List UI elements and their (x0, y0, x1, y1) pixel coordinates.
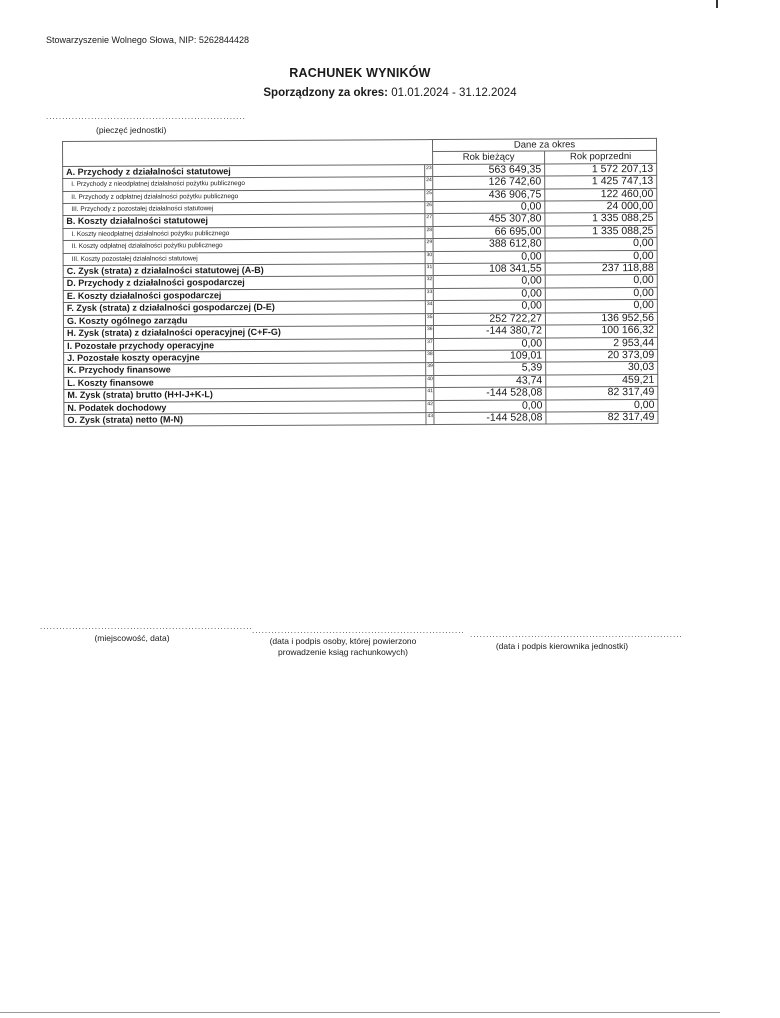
row-current-value: 436 906,75 (433, 189, 545, 202)
row-label: L. Koszty finansowe (64, 375, 426, 389)
row-label: K. Przychody finansowe (64, 363, 426, 377)
accountant-label-line2: prowadzenie ksiąg rachunkowych) (278, 647, 408, 657)
row-number: 34 (425, 301, 433, 313)
row-previous-value: 0,00 (545, 238, 657, 251)
row-current-value: 0,00 (433, 275, 545, 288)
row-label: II. Przychody z odpłatnej działalności pożytku publicznego (63, 189, 425, 203)
head-signature-dotted-line: .................................................................. (470, 630, 683, 639)
row-previous-value: 30,03 (546, 362, 658, 375)
row-current-value: 0,00 (433, 300, 545, 313)
row-current-value: 5,39 (434, 362, 546, 375)
income-statement-table (62, 138, 658, 472)
row-previous-value: 82 317,49 (546, 411, 658, 424)
row-label: G. Koszty ogólnego zarządu (63, 313, 425, 327)
row-number: 33 (425, 288, 433, 300)
row-number: 41 (426, 388, 434, 400)
row-current-value: 109,01 (434, 350, 546, 363)
document-title: RACHUNEK WYNIKÓW (289, 66, 431, 80)
row-current-value: 0,00 (433, 201, 545, 214)
period-separator: - (451, 87, 456, 99)
row-previous-value: 1 425 747,13 (545, 176, 657, 189)
row-number: 32 (425, 276, 433, 288)
row-previous-value: 1 572 207,13 (545, 163, 657, 176)
row-label: J. Pozostałe koszty operacyjne (64, 351, 426, 365)
row-number: 38 (426, 350, 434, 362)
row-label: C. Zysk (strata) z działalności statutowej (A-B) (63, 264, 425, 278)
row-label: B. Koszty działalności statutowej (63, 214, 425, 228)
accountant-signature-label (240, 636, 446, 658)
row-previous-value: 82 317,49 (546, 387, 658, 400)
row-current-value: -144 528,08 (434, 387, 546, 400)
row-label: A. Przychody z działalności statutowej (63, 164, 425, 178)
row-previous-value: 237 118,88 (545, 262, 657, 275)
row-number: 43 (426, 412, 434, 424)
table-row (64, 411, 658, 427)
accountant-signature-dotted-line: .................................................................. (252, 626, 465, 635)
row-number: 39 (426, 363, 434, 375)
row-current-value: 455 307,80 (433, 213, 545, 226)
head-signature-label: (data i podpis kierownika jednostki) (495, 641, 629, 651)
row-current-value: 66 695,00 (433, 226, 545, 239)
row-current-value: 0,00 (433, 251, 545, 264)
row-previous-value: 1 335 088,25 (545, 225, 657, 238)
scan-bottom-edge (0, 1012, 720, 1013)
row-label: M. Zysk (strata) brutto (H+I-J+K-L) (64, 388, 426, 402)
row-previous-value: 0,00 (545, 287, 657, 300)
row-current-value: -144 528,08 (434, 412, 546, 425)
row-previous-value: 459,21 (546, 374, 658, 387)
row-number: 28 (425, 226, 433, 238)
row-label: III. Koszty pozostałej działalności statutowej (63, 251, 425, 265)
row-current-value: -144 380,72 (433, 325, 545, 338)
row-previous-value: 2 953,44 (546, 337, 658, 350)
row-number: 40 (426, 375, 434, 387)
row-current-value: 0,00 (434, 337, 546, 350)
row-previous-value: 0,00 (545, 275, 657, 288)
row-current-value: 43,74 (434, 375, 546, 388)
row-number: 30 (425, 251, 433, 263)
row-label: I. Przychody z nieodpłatnej działalności pożytku publicznego (63, 177, 425, 191)
row-previous-value: 0,00 (545, 300, 657, 313)
row-label: D. Przychody z działalności gospodarczej (63, 276, 425, 290)
row-label: I. Koszty nieodpłatnej działalności pożytku publicznego (63, 226, 425, 240)
row-current-value: 0,00 (434, 400, 546, 413)
period-from: 01.01.2024 (391, 87, 449, 99)
row-label: III. Przychody z pozostałej działalności statutowej (63, 202, 425, 216)
organization-name: Stowarzyszenie Wolnego Słowa, NIP: 5262844428 (46, 35, 249, 45)
header-blank-cell (63, 140, 433, 167)
period-label: Sporządzony za okres: (263, 87, 389, 99)
row-current-value: 563 649,35 (433, 164, 545, 177)
reporting-period (0, 87, 780, 99)
row-number: 37 (426, 338, 434, 350)
period-to: 31.12.2024 (459, 87, 517, 99)
row-current-value: 252 722,27 (433, 313, 545, 326)
row-previous-value: 24 000,00 (545, 200, 657, 213)
row-previous-value: 0,00 (546, 399, 658, 412)
place-date-dotted-line: .................................................................. (40, 622, 253, 631)
row-label: I. Pozostałe przychody operacyjne (64, 338, 426, 352)
row-label: N. Podatek dochodowy (64, 400, 426, 414)
row-label: II. Koszty odpłatnej działalności pożytku publicznego (63, 239, 425, 253)
row-current-value: 126 742,60 (433, 176, 545, 189)
header-group-cell: Dane za okres (432, 138, 656, 152)
row-number: 26 (425, 202, 433, 214)
row-previous-value: 100 166,32 (545, 324, 657, 337)
row-previous-value: 136 952,56 (545, 312, 657, 325)
row-previous-value: 0,00 (545, 250, 657, 263)
scan-edge-mark (716, 0, 718, 8)
seal-dotted-line: .............................................................. (46, 112, 246, 121)
row-number: 42 (426, 400, 434, 412)
row-number: 29 (425, 239, 433, 251)
header-current-year: Rok bieżący (433, 151, 545, 164)
row-number: 25 (425, 189, 433, 201)
row-label: E. Koszty działalności gospodarczej (63, 288, 425, 302)
row-number: 36 (425, 326, 433, 338)
row-number: 27 (425, 214, 433, 226)
row-previous-value: 1 335 088,25 (545, 213, 657, 226)
header-previous-year: Rok poprzedni (545, 151, 657, 164)
row-number: 35 (425, 313, 433, 325)
row-previous-value: 122 460,00 (545, 188, 657, 201)
row-current-value: 108 341,55 (433, 263, 545, 276)
row-label: F. Zysk (strata) z działalności gospodarczej (D-E) (63, 301, 425, 315)
row-number: 23 (425, 164, 433, 176)
row-previous-value: 20 373,09 (546, 349, 658, 362)
row-current-value: 388 612,80 (433, 238, 545, 251)
row-number: 31 (425, 264, 433, 276)
row-label: O. Zysk (strata) netto (M-N) (64, 413, 426, 427)
place-date-label: (miejscowość, data) (94, 633, 170, 643)
row-number: 24 (425, 177, 433, 189)
seal-label: (pieczęć jednostki) (96, 125, 167, 135)
row-current-value: 0,00 (433, 288, 545, 301)
accountant-label-line1: (data i podpis osoby, której powierzono (269, 636, 417, 646)
row-label: H. Zysk (strata) z działalności operacyjnej (C+F-G) (63, 326, 425, 340)
